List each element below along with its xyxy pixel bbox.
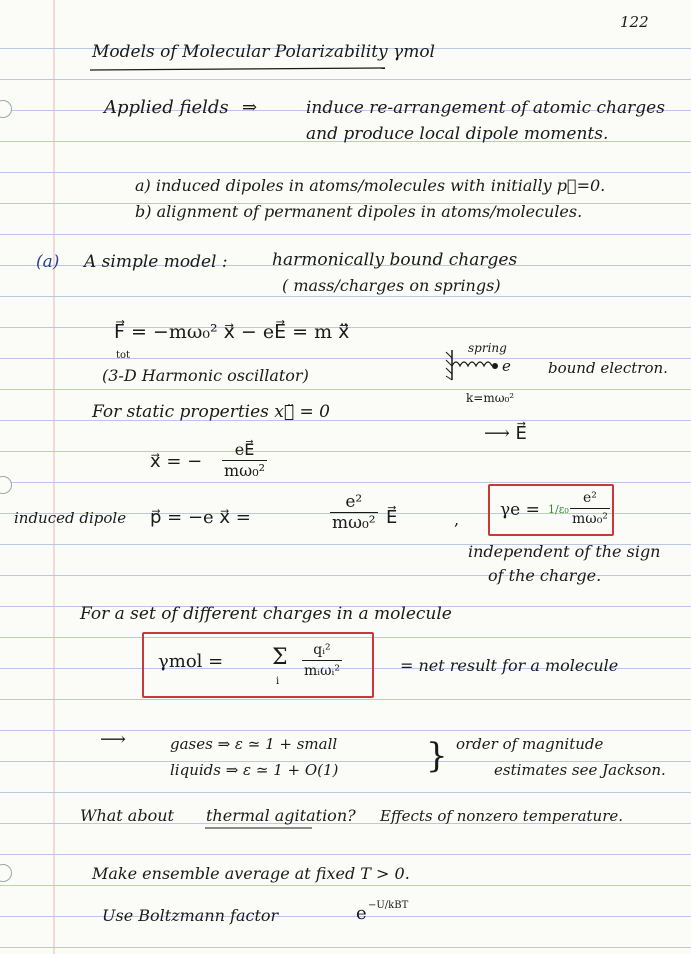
spring-constant: k=mω₀² [466, 391, 515, 405]
thermal-question-post: Effects of nonzero temperature. [380, 807, 624, 825]
oscillator-note: (3-D Harmonic oscillator) [102, 366, 309, 385]
case-b: b) alignment of permanent dipoles in atoms/molecules. [135, 202, 583, 221]
net-result: = net result for a molecule [400, 656, 619, 675]
ensemble-average: Make ensemble average at fixed T > 0. [92, 864, 410, 883]
x-lhs: x⃗ = − [150, 451, 203, 472]
dipole-fraction [330, 492, 378, 533]
order-line1: order of magnitude [456, 735, 604, 753]
gamma-mol-numerator: qᵢ² [302, 640, 342, 661]
gamma-e-numerator: e² [570, 488, 610, 509]
gamma-mol-denominator: mᵢωᵢ² [304, 663, 340, 679]
spring-label: spring [468, 341, 507, 355]
thermal-question-term: thermal agitation? [206, 806, 356, 825]
boltzmann-label: Use Boltzmann factor [102, 906, 279, 925]
field-arrow: ⟶ E⃗ [484, 423, 527, 444]
dipole-lhs: p⃗ = −e x⃗ = [150, 507, 251, 528]
case-a: a) induced dipoles in atoms/molecules with initially p⃗=0. [135, 176, 606, 195]
binder-hole [0, 864, 12, 882]
dipole-denominator: mω₀² [332, 513, 376, 533]
independent-line2: of the charge. [488, 566, 602, 585]
independent-line1: independent of the sign [468, 542, 661, 561]
estimates-brace: } [426, 736, 448, 776]
thermal-question-pre: What about [80, 806, 174, 825]
liquids-estimate: liquids ⇒ ε ≃ 1 + O(1) [170, 761, 339, 779]
gamma-e-fraction [570, 488, 610, 529]
binder-hole [0, 100, 12, 118]
boltzmann-exponent: −U/kBT [368, 900, 409, 911]
static-properties: For static properties x⃗̈ = 0 [92, 402, 330, 422]
force-subscript: tot [116, 350, 131, 361]
model-desc-line1: harmonically bound charges [272, 250, 518, 270]
gamma-mol-fraction [302, 640, 342, 681]
model-heading: A simple model : [84, 252, 228, 272]
dipole-field: E⃗ [386, 507, 398, 528]
gamma-e-lhs: γe = [500, 500, 540, 520]
wall-hatch [446, 352, 452, 380]
molecule-intro: For a set of different charges in a molecule [80, 604, 452, 624]
electron-dot [492, 363, 498, 369]
order-line2: estimates see Jackson. [494, 761, 666, 779]
title-underline [90, 68, 385, 70]
applied-fields-line2: and produce local dipole moments. [306, 124, 609, 144]
x-fraction [222, 440, 267, 481]
spring-coil [452, 362, 492, 366]
page-title: Models of Molecular Polarizability γmol [92, 42, 435, 62]
dipole-numerator: e² [330, 492, 378, 513]
x-denominator: mω₀² [224, 461, 266, 480]
bound-electron-label: bound electron. [548, 359, 668, 377]
implies-arrow: ⇒ [242, 97, 258, 118]
gamma-mol-lhs: γmol = [158, 651, 224, 672]
estimates-arrow: ⟶ [100, 729, 126, 750]
applied-fields-label: Applied fields [104, 97, 229, 118]
gases-estimate: gases ⇒ ε ≃ 1 + small [170, 735, 338, 753]
binder-hole [0, 476, 12, 494]
model-desc-line2: ( mass/charges on springs) [282, 276, 501, 295]
gamma-e-coefficient: 1/ε₀ [548, 503, 569, 516]
force-equation: F⃗ = −mω₀² x⃗ − eE⃗ = m x⃗̈ [114, 321, 350, 343]
x-numerator: eE⃗ [222, 440, 267, 461]
boltzmann-base: e [356, 903, 367, 924]
sum-symbol: Σ [272, 645, 288, 670]
sum-index: i [276, 676, 280, 687]
comma: , [454, 510, 460, 529]
model-marker: (a) [36, 252, 60, 272]
induced-dipole-label: induced dipole [14, 509, 127, 527]
applied-fields-line1: induce re-arrangement of atomic charges [306, 98, 665, 118]
page-number: 122 [620, 13, 649, 31]
gamma-e-denominator: mω₀² [572, 511, 608, 527]
electron-label: e [502, 357, 511, 375]
